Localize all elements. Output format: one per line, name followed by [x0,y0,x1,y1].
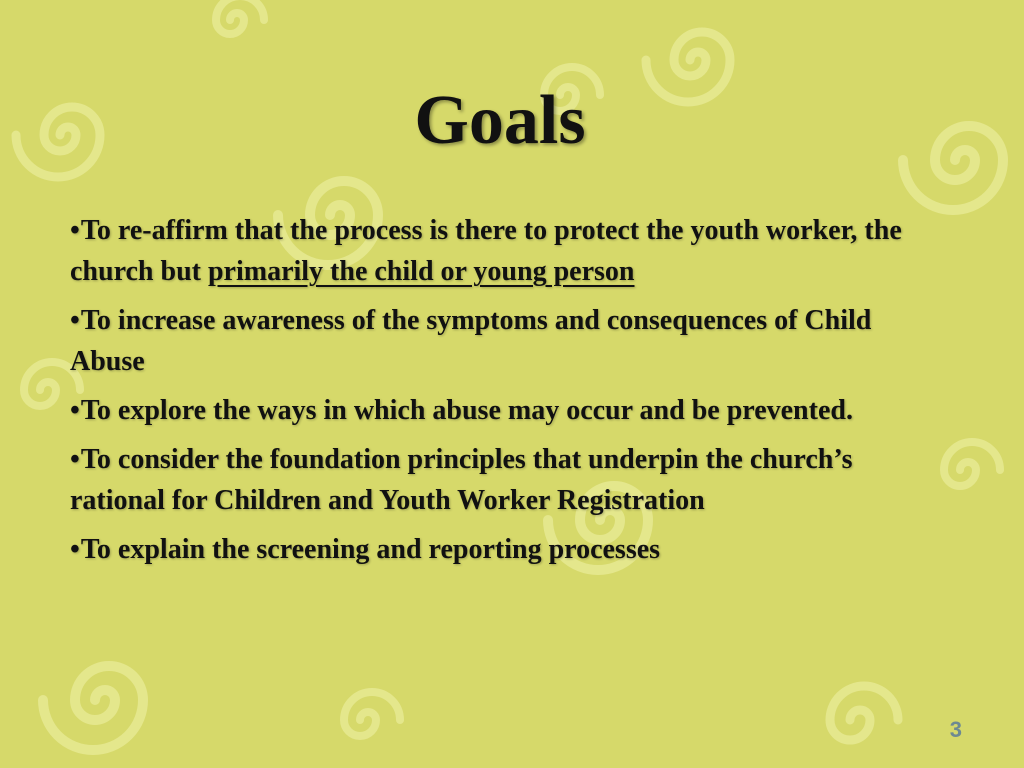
list-item [70,300,940,382]
bullet-icon: • [70,395,80,426]
list-item [70,390,940,431]
slide-number: 3 [949,717,962,742]
bullet-icon: • [70,444,80,475]
swirl-decoration [944,442,1000,486]
list-item-text: To explain the screening and reporting processes [80,534,661,565]
list-item-text: To explore the ways in which abuse may occur and be prevented. [80,395,853,426]
swirl-decoration [830,686,898,740]
bullet-icon: • [70,534,80,565]
list-item [70,210,940,292]
list-item-text: To increase awareness of the symptoms and consequences of Child Abuse [70,305,872,377]
list-item-text: To consider the foundation principles that underpin the church’s rational for Children and Youth Worker Registration [70,444,853,516]
bullet-icon: • [70,215,80,246]
bullet-icon: • [70,305,80,336]
list-item-text: To re-affirm that the process is there to protect the youth worker, the church but [70,215,902,287]
goals-list [70,210,940,578]
slide-title: Goals [414,82,586,159]
swirl-decoration [43,666,143,750]
list-item [70,439,940,521]
swirl-decoration [344,692,400,736]
swirl-decoration [216,0,264,34]
list-item-underlined-text: primarily the child or young person [207,256,635,287]
list-item [70,529,940,570]
